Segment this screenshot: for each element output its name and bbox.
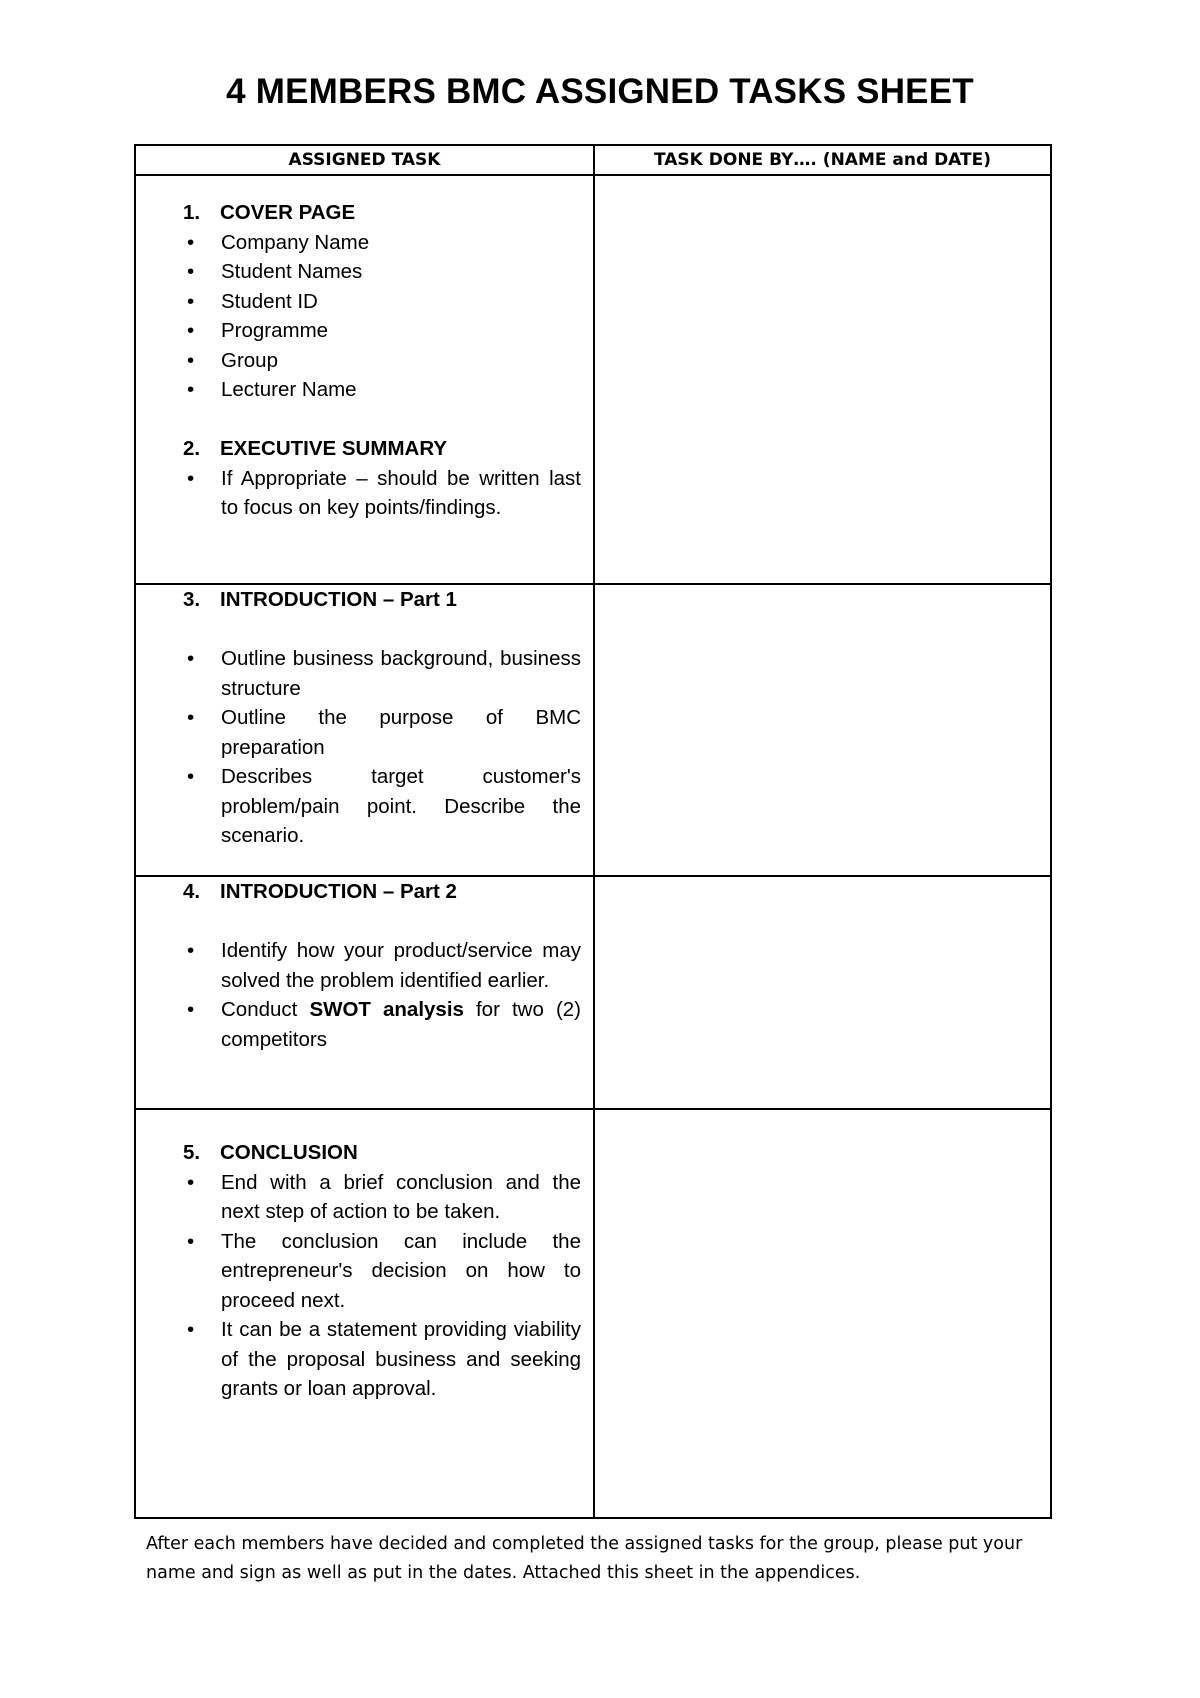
list-item: • Describes target customer's problem/pain point. Describe the scenario. [184,762,581,851]
table-row [135,584,1051,876]
task-done-by-cell[interactable] [594,1109,1051,1518]
header-task-done-by: TASK DONE BY…. (NAME and DATE) [594,145,1051,175]
list-item: • Conduct SWOT analysis for two (2) competitors [184,995,581,1054]
list-item: • Lecturer Name [184,375,581,405]
task-done-by-cell[interactable] [594,584,1051,876]
bullet-list [184,936,581,1054]
table-header-row [135,145,1051,175]
section-heading: 4. INTRODUCTION – Part 2 [183,880,457,903]
bullet-list [184,464,581,523]
list-item: • The conclusion can include the entrepreneur's decision on how to proceed next. [184,1227,581,1316]
list-item: • Programme [184,316,581,346]
task-cell [135,175,594,584]
table-row [135,1109,1051,1518]
list-item: • It can be a statement providing viability of the proposal business and seeking grants or loan approval. [184,1315,581,1404]
list-item: • Company Name [184,228,581,258]
list-item: • If Appropriate – should be written last to focus on key points/findings. [184,464,581,523]
section-heading: 2. EXECUTIVE SUMMARY [183,437,448,460]
table-row [135,175,1051,584]
list-item: • Identify how your product/service may solved the problem identified earlier. [184,936,581,995]
header-assigned-task: ASSIGNED TASK [135,145,594,175]
page-title: 4 MEMBERS BMC ASSIGNED TASKS SHEET [226,72,974,111]
list-item: • Student ID [184,287,581,317]
list-item: • Group [184,346,581,376]
footer-instructions: After each members have decided and completed the assigned tasks for the group, please put your name and sign as well as put in the dates. Attached this sheet in the appendices. [146,1534,1023,1583]
table-row [135,876,1051,1109]
list-item: • Outline the purpose of BMC preparation [184,703,581,762]
bullet-list [184,644,581,851]
task-cell [135,584,594,876]
assigned-tasks-table [134,144,1052,1519]
task-done-by-cell[interactable] [594,876,1051,1109]
task-cell [135,876,594,1109]
swot-emphasis: SWOT analysis [309,998,464,1021]
section-heading: 5. CONCLUSION [183,1141,358,1164]
bullet-list [184,228,581,405]
section-heading: 3. INTRODUCTION – Part 1 [183,588,457,611]
section-heading: 1. COVER PAGE [183,201,356,224]
bullet-list [184,1168,581,1404]
list-item: • Outline business background, business structure [184,644,581,703]
list-item: • Student Names [184,257,581,287]
task-cell [135,1109,594,1518]
task-done-by-cell[interactable] [594,175,1051,584]
list-item: • End with a brief conclusion and the next step of action to be taken. [184,1168,581,1227]
